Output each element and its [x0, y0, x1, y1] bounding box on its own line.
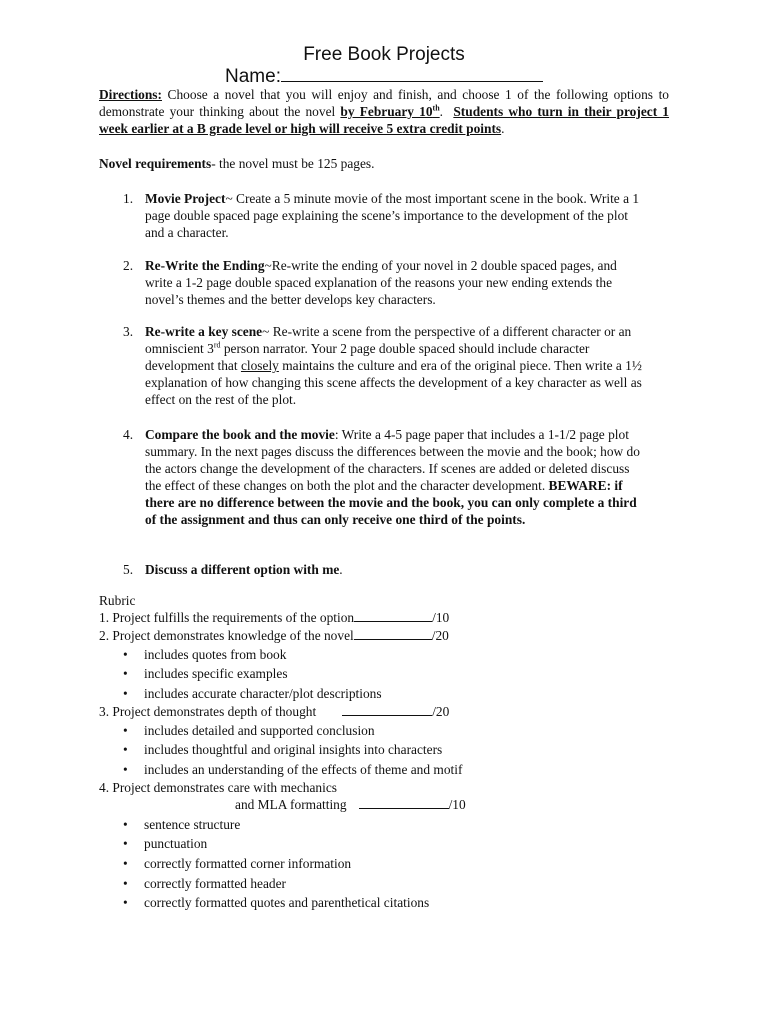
- option-title: Movie Project: [145, 191, 226, 206]
- bullet-text: correctly formatted corner information: [144, 856, 352, 871]
- option-title: Compare the book and the movie: [145, 427, 335, 442]
- criterion-points: /10: [432, 610, 450, 625]
- rubric-criterion: [99, 779, 337, 796]
- directions-period: .: [439, 104, 444, 119]
- due-date-text: by February 10: [340, 104, 433, 119]
- bullet-dot: •: [123, 856, 128, 871]
- novel-requirements-label: Novel requirements: [99, 156, 212, 171]
- criterion-text: 3. Project demonstrates depth of thought: [99, 704, 317, 719]
- criterion-text: 2. Project demonstrates knowledge of the novel: [99, 628, 354, 643]
- rubric-criterion: [99, 703, 449, 720]
- rubric-heading: Rubric: [99, 593, 136, 608]
- option-item: [99, 426, 669, 528]
- option-number: 3.: [123, 324, 134, 339]
- bullet-text: includes detailed and supported conclusion: [144, 723, 375, 738]
- due-date: [340, 104, 439, 119]
- option-title: Discuss a different option with me: [145, 562, 340, 577]
- bullet-text: includes specific examples: [144, 666, 288, 681]
- rubric-bullet: [123, 816, 240, 833]
- underlined-word: closely: [240, 358, 279, 373]
- bullet-text: correctly formatted header: [144, 876, 287, 891]
- novel-requirements: [99, 155, 374, 172]
- bullet-text: sentence structure: [144, 817, 241, 832]
- criterion-text: and MLA formatting: [235, 797, 347, 812]
- option-text: ~Re-write the ending of your novel in 2 double spaced pages, and write a 1-2 page double spaced explanation of the reasons your new ending extends the novel’s themes and the better develops key characters.: [145, 258, 617, 307]
- score-blank: [354, 627, 432, 640]
- option-number: 4.: [123, 427, 134, 442]
- due-date-sup: th: [432, 103, 440, 113]
- criterion-points: /20: [431, 628, 449, 643]
- option-item: [99, 190, 669, 241]
- option-text: maintains the culture and era of the original piece. Then write a 1½ explanation of how changing this scene affects the development of a key character as well as effect on the rest of the plot.: [145, 358, 642, 407]
- option-item: [99, 561, 669, 578]
- criterion-text: 4. Project demonstrates care with mechanics: [99, 780, 337, 795]
- rubric-bullet: [123, 835, 207, 852]
- directions-paragraph: [99, 86, 669, 137]
- name-field: [0, 65, 768, 88]
- bullet-text: correctly formatted quotes and parenthetical citations: [144, 895, 430, 910]
- name-blank-line: [281, 65, 543, 82]
- option-number: 2.: [123, 258, 134, 273]
- criterion-points: /20: [432, 704, 450, 719]
- bullet-dot: •: [123, 762, 128, 777]
- criterion-points: /10: [448, 797, 466, 812]
- bullet-dot: •: [123, 647, 128, 662]
- directions-end: .: [501, 121, 505, 136]
- option-number: 1.: [123, 191, 134, 206]
- option-text: : Write a 4-5 page paper that includes a 1-1/2 page plot summary. In the next pages discuss the differences between the movie and the book; how do the actors change the development of the characters. If scenes are added or deleted discuss the effect of these changes on both the plot and the character development.: [145, 427, 640, 493]
- rubric-bullet: [123, 855, 351, 872]
- extra-credit-note: Students who turn in their project 1 week earlier at a B grade level or high will receive 5 extra credit points: [99, 104, 670, 136]
- criterion-text: 1. Project fulfills the requirements of the option: [99, 610, 355, 625]
- bullet-text: includes accurate character/plot descriptions: [144, 686, 382, 701]
- bullet-dot: •: [123, 817, 128, 832]
- score-blank: [342, 703, 432, 716]
- rubric-bullet: [123, 665, 288, 682]
- bullet-dot: •: [123, 895, 128, 910]
- bullet-dot: •: [123, 742, 128, 757]
- directions-label: Directions:: [99, 87, 162, 102]
- rubric-bullet: [123, 646, 286, 663]
- score-blank: [354, 609, 432, 622]
- name-label: Name:: [225, 66, 281, 87]
- bullet-dot: •: [123, 723, 128, 738]
- rubric-bullet: [123, 741, 442, 758]
- option-text: person narrator. Your 2 page double spaced should include character development that: [145, 341, 590, 373]
- bullet-text: punctuation: [144, 836, 208, 851]
- rubric-bullet: [123, 685, 382, 702]
- rubric-bullet: [123, 761, 462, 778]
- rubric-bullet: [123, 894, 429, 911]
- rubric-bullet: [123, 875, 286, 892]
- bullet-text: includes thoughtful and original insights into characters: [144, 742, 443, 757]
- page-title: Free Book Projects: [303, 44, 465, 65]
- bullet-dot: •: [123, 876, 128, 891]
- option-number: 5.: [123, 562, 134, 577]
- option-text: ~ Re-write a scene from the perspective of a different character or an omniscient 3: [145, 324, 632, 356]
- bullet-dot: •: [123, 666, 128, 681]
- rubric-criterion: [99, 609, 449, 626]
- option-title: Re-write a key scene: [145, 324, 263, 339]
- option-text: ~ Create a 5 minute movie of the most important scene in the book. Write a 1 page double spaced page explaining the scene’s importance to the development of the plot and a character.: [145, 191, 640, 240]
- bullet-dot: •: [123, 836, 128, 851]
- bullet-text: includes quotes from book: [144, 647, 287, 662]
- rubric-bullet: [123, 722, 375, 739]
- beware-warning: BEWARE: if there are no difference between the movie and the book, you can only complete a third of the assignment and thus can only receive one third of the points.: [145, 478, 637, 527]
- rubric-criterion-continued: [235, 796, 466, 813]
- option-text: .: [339, 562, 343, 577]
- ordinal-sup: rd: [213, 340, 221, 350]
- option-title: Re-Write the Ending: [145, 258, 265, 273]
- option-item: [99, 257, 669, 308]
- directions-text: Choose a novel that you will enjoy and finish, and choose 1 of the following options to demonstrate your thinking about the novel: [99, 87, 669, 119]
- option-item: [99, 323, 669, 408]
- bullet-text: includes an understanding of the effects of theme and motif: [144, 762, 463, 777]
- score-blank: [359, 796, 449, 809]
- bullet-dot: •: [123, 686, 128, 701]
- rubric-criterion: [99, 627, 449, 644]
- novel-requirements-text: - the novel must be 125 pages.: [211, 156, 375, 171]
